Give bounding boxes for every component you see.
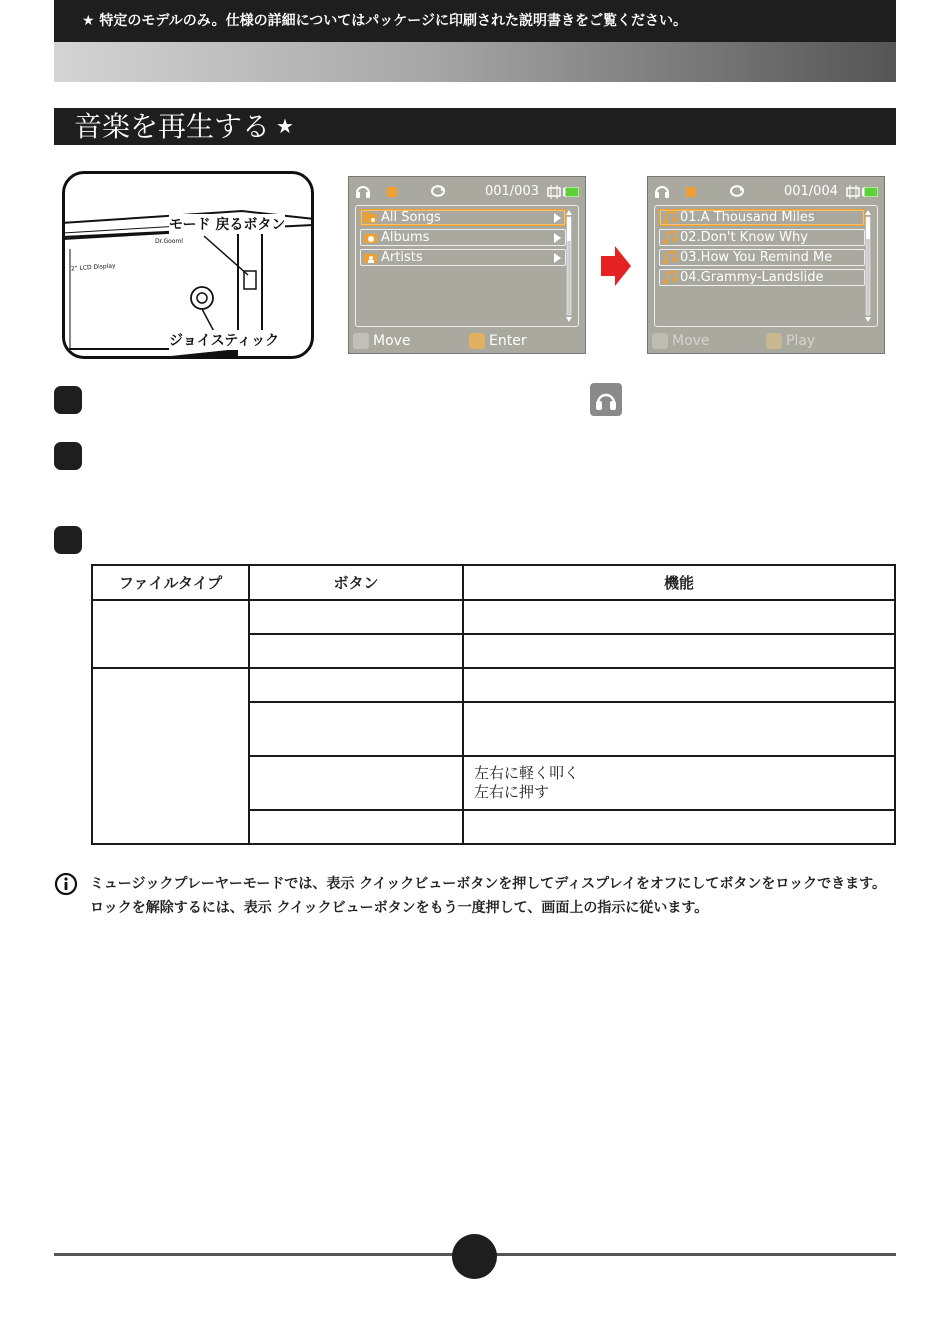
step-1-bullet (54, 386, 82, 414)
music-note-icon (663, 211, 677, 224)
move-hint (652, 332, 710, 350)
enter-hint (469, 332, 527, 350)
song-list (654, 205, 878, 327)
screen-song-list (647, 176, 885, 354)
music-mode-icon (590, 383, 622, 416)
folder-music-icon (364, 211, 378, 224)
note-text: ミュージックプレーヤーモードでは、表示 クイックビューボタンを押してディスプレイをオフにしてボタンをロックできます。ロックを解除するには、表示 クイックビューボタンをもう一度押して、画面上の指示に従います。 (90, 876, 887, 916)
track-counter: 001/004 (783, 184, 838, 199)
table-cell (463, 634, 895, 668)
top-gradient-bar (54, 42, 896, 82)
table-cell (463, 600, 895, 634)
move-hint-label: Move (373, 333, 411, 349)
song-item[interactable] (659, 269, 865, 286)
function-table (91, 564, 896, 845)
repeat-icon (728, 184, 746, 198)
table-cell (249, 668, 463, 702)
table-cell (249, 634, 463, 668)
step-2-bullet (54, 442, 82, 470)
music-note-icon (663, 251, 677, 264)
track-counter: 001/003 (484, 184, 539, 199)
joystick-enter-icon (469, 333, 485, 349)
move-hint (353, 332, 411, 350)
song-title: 02.Don't Know Why (680, 230, 808, 245)
device-illustration (62, 171, 314, 359)
callout-joystick: ジョイスティック (169, 330, 279, 350)
top-note-banner: ★ 特定のモデルのみ。仕様の詳細についてはパッケージに印刷された説明書きをご覧ください。 (54, 0, 896, 42)
screen-footer (648, 329, 884, 353)
header-function: 機能 (463, 565, 895, 600)
header-button: ボタン (249, 565, 463, 600)
table-cell (92, 668, 249, 844)
chevron-right-icon (554, 213, 561, 223)
screen-main-menu (348, 176, 586, 354)
song-item[interactable] (659, 229, 865, 246)
table-row (92, 668, 895, 702)
device-label-brand: Dr.Gooml (155, 238, 183, 245)
repeat-icon (429, 184, 447, 198)
play-hint (766, 332, 815, 350)
header-file-type: ファイルタイプ (92, 565, 249, 600)
memory-icon (547, 185, 561, 199)
song-title: 01.A Thousand Miles (680, 210, 815, 225)
table-cell (249, 810, 463, 844)
callout-mode-back-button: モード 戻るボタン (169, 214, 285, 234)
section-title-text: 音楽を再生する (74, 110, 271, 143)
chevron-right-icon (554, 253, 561, 263)
joystick-desc-line-1: 左右に軽く叩く (474, 764, 580, 782)
menu-list (355, 205, 579, 327)
section-title (54, 108, 896, 145)
menu-item-albums[interactable] (360, 229, 566, 246)
status-bar (349, 177, 585, 205)
headphones-icon (355, 183, 371, 199)
table-cell (249, 756, 463, 810)
joystick-desc-line-2: 左右に押す (474, 783, 550, 801)
section-title-star: ★ (276, 114, 294, 138)
menu-item-label: Albums (381, 230, 430, 245)
status-bar (648, 177, 884, 205)
joystick-play-icon (766, 333, 782, 349)
table-cell (463, 702, 895, 756)
table-cell (92, 600, 249, 668)
page-number-circle (452, 1234, 497, 1279)
menu-item-label: All Songs (381, 210, 441, 225)
menu-item-all-songs[interactable] (360, 209, 566, 226)
table-row (92, 600, 895, 634)
song-title: 03.How You Remind Me (680, 250, 833, 265)
arrow-right-icon (601, 246, 631, 286)
menu-item-artists[interactable] (360, 249, 566, 266)
music-note-icon (663, 271, 677, 284)
headphones-icon (654, 183, 670, 199)
table-cell (249, 702, 463, 756)
album-folder-icon (364, 231, 378, 244)
joystick-function-cell (463, 756, 895, 810)
song-title: 04.Grammy-Landslide (680, 270, 824, 285)
battery-icon (862, 187, 878, 197)
song-item[interactable] (659, 209, 865, 226)
table-cell (463, 810, 895, 844)
stop-icon (387, 187, 397, 197)
table-header-row (92, 565, 895, 600)
info-icon (54, 872, 78, 896)
stop-icon (686, 187, 696, 197)
device-label-lcd: 2" LCD Display (70, 262, 116, 273)
table-cell (249, 600, 463, 634)
music-note-icon (663, 231, 677, 244)
artist-folder-icon (364, 251, 378, 264)
battery-icon (563, 187, 579, 197)
table-cell (463, 668, 895, 702)
memory-icon (846, 185, 860, 199)
joystick-move-icon (353, 333, 369, 349)
chevron-right-icon (554, 233, 561, 243)
play-hint-label: Play (786, 333, 816, 349)
scrollbar[interactable] (566, 210, 572, 322)
enter-hint-label: Enter (489, 333, 527, 349)
screen-footer (349, 329, 585, 353)
scrollbar[interactable] (865, 210, 871, 322)
song-item[interactable] (659, 249, 865, 266)
move-hint-label: Move (672, 333, 710, 349)
step-3-bullet (54, 526, 82, 554)
headphones-icon (590, 383, 622, 416)
menu-item-label: Artists (381, 250, 423, 265)
joystick-move-icon (652, 333, 668, 349)
